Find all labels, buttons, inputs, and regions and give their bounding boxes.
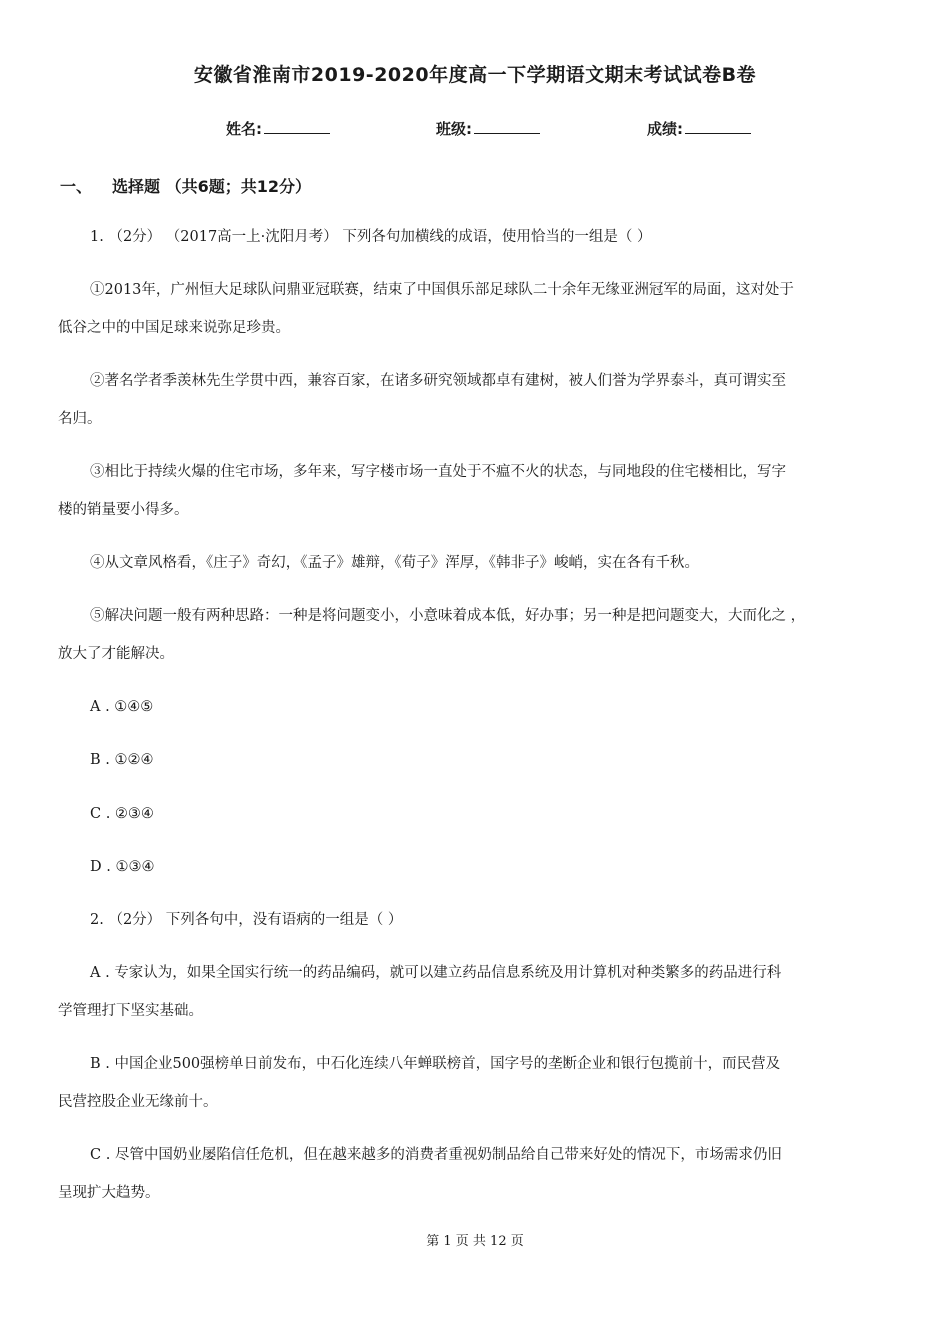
q2-option-b-line-2: 民营控股企业无缘前十。 bbox=[58, 1094, 218, 1110]
section-number: 一、 bbox=[60, 177, 93, 196]
q1-option-c: C . ②③④ bbox=[90, 806, 154, 822]
page-number-footer: 第 1 页 共 12 页 bbox=[426, 1234, 524, 1249]
score-field bbox=[647, 118, 751, 139]
q2-option-a-line-1: A . 专家认为，如果全国实行统一的药品编码，就可以建立药品信息系统及用计算机对种类繁多的药品进行科 bbox=[90, 965, 782, 981]
name-label: 姓名: bbox=[226, 120, 262, 138]
q2-option-b-line-1: B . 中国企业500强榜单日前发布，中石化连续八年蝉联榜首，国字号的垄断企业和银行包揽前十，而民营及 bbox=[90, 1056, 781, 1072]
q1-item-5-line-1: ⑤解决问题一般有两种思路：一种是将问题变小，小意味着成本低，好办事；另一种是把问题变大，大而化之 ， bbox=[90, 608, 806, 624]
q1-item-4: ④从文章风格看，《庄子》奇幻，《孟子》雄辩，《荀子》浑厚，《韩非子》峻峭，实在各有千秋。 bbox=[90, 555, 699, 571]
q2-option-a-line-2: 学管理打下坚实基础。 bbox=[58, 1003, 203, 1019]
q2-option-c-line-1: C . 尽管中国奶业屡陷信任危机，但在越来越多的消费者重视奶制品给自己带来好处的情况下，市场需求仍旧 bbox=[90, 1147, 782, 1163]
class-label: 班级: bbox=[436, 120, 472, 138]
question-2-stem: 2. （2分） 下列各句中，没有语病的一组是（ ） bbox=[90, 912, 403, 928]
q1-option-a: A . ①④⑤ bbox=[90, 699, 154, 715]
section-title-text: 选择题 （共6题；共12分） bbox=[112, 177, 311, 196]
q1-item-1-line-2: 低谷之中的中国足球来说弥足珍贵。 bbox=[58, 320, 290, 336]
student-info-row bbox=[0, 118, 950, 142]
q1-item-3-line-1: ③相比于持续火爆的住宅市场，多年来，写字楼市场一直处于不瘟不火的状态，与同地段的住宅楼相比，写字 bbox=[90, 464, 786, 480]
class-blank bbox=[474, 119, 540, 134]
exam-title: 安徽省淮南市2019-2020年度高一下学期语文期末考试试卷B卷 bbox=[193, 64, 757, 86]
section-heading bbox=[60, 174, 311, 197]
class-field bbox=[436, 118, 540, 139]
question-1-stem: 1. （2分） （2017高一上·沈阳月考） 下列各句加横线的成语，使用恰当的一组是（ ） bbox=[90, 229, 652, 245]
q1-option-b: B . ①②④ bbox=[90, 752, 154, 768]
q1-option-d: D . ①③④ bbox=[90, 859, 155, 875]
q1-item-5-line-2: 放大了才能解决。 bbox=[58, 646, 174, 662]
q1-item-1-line-1: ①2013年，广州恒大足球队问鼎亚冠联赛，结束了中国俱乐部足球队二十余年无缘亚洲冠军的局面，这对处于 bbox=[90, 282, 794, 298]
q1-item-2-line-2: 名归。 bbox=[58, 411, 102, 427]
q1-item-3-line-2: 楼的销量要小得多。 bbox=[58, 502, 189, 518]
name-blank bbox=[264, 119, 330, 134]
score-label: 成绩: bbox=[647, 120, 683, 138]
q2-option-c-line-2: 呈现扩大趋势。 bbox=[58, 1185, 160, 1201]
name-field bbox=[226, 118, 330, 139]
score-blank bbox=[685, 119, 751, 134]
q1-item-2-line-1: ②著名学者季羡林先生学贯中西，兼容百家，在诸多研究领域都卓有建树，被人们誉为学界泰斗，真可谓实至 bbox=[90, 373, 786, 389]
